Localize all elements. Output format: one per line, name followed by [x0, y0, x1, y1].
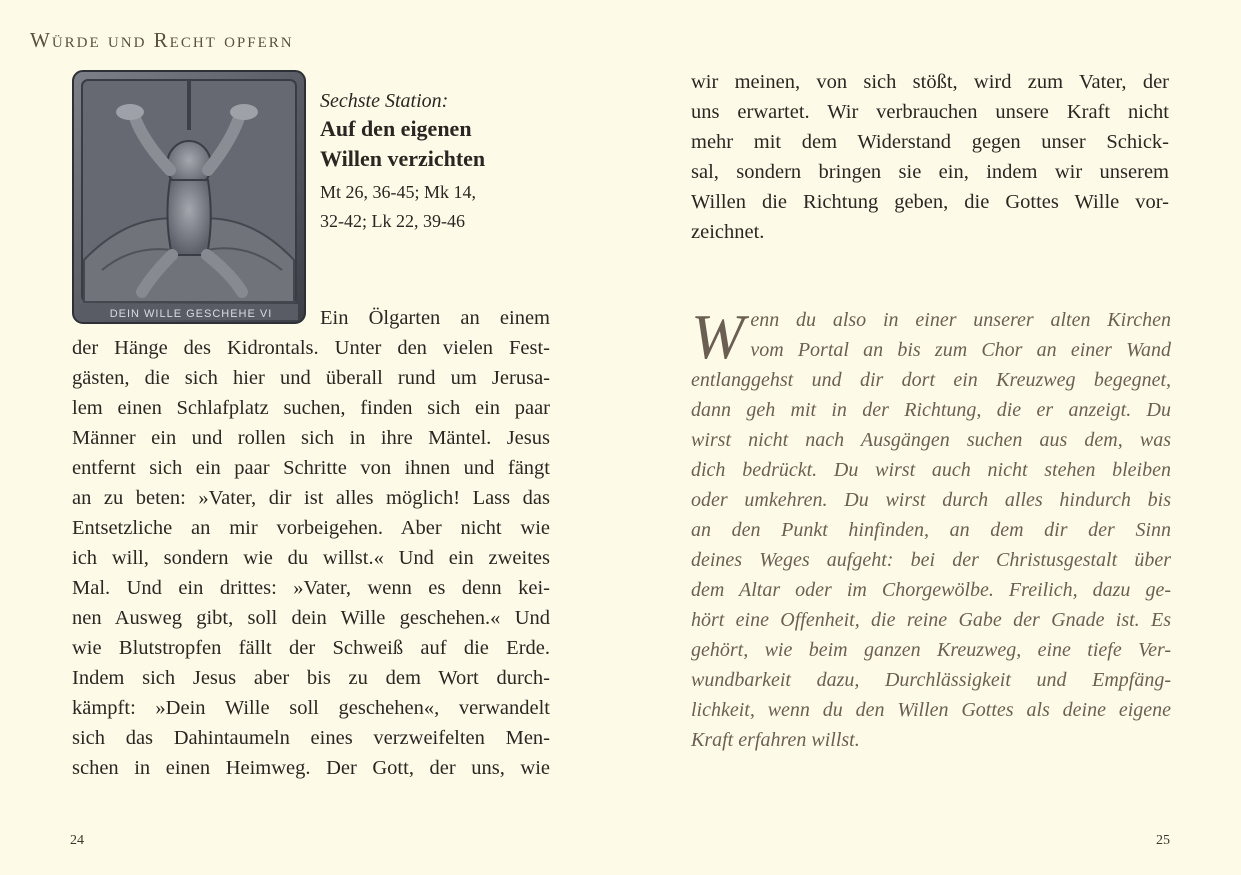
text-line: sich das Dahintaumeln eines verzweifelten Men- [72, 727, 550, 749]
relief-inscription: DEIN WILLE GESCHEHE VI [109, 308, 273, 320]
text-line: der Hänge des Kidrontals. Unter den vielen Fest- [72, 337, 550, 359]
meditation-line: entlanggehst und dir dort ein Kreuzweg begegnet, [691, 369, 1171, 391]
station-title-line2: Willen verzichten [320, 146, 486, 171]
page-number-right: 25 [1156, 833, 1170, 848]
meditation-line: deines Weges aufgeht: bei der Christusgestalt über [691, 549, 1171, 571]
text-line: zeichnet. [691, 221, 765, 243]
meditation-line: lichkeit, wenn du den Willen Gottes als deine eigene [691, 699, 1171, 721]
meditation-line: dann geh mit in der Richtung, die er anzeigt. Du [691, 399, 1171, 421]
text-line: wie Blutstropfen fällt der Schweiß auf die Erde. [72, 637, 550, 659]
bronze-relief-image [72, 70, 306, 324]
text-line: uns erwartet. Wir verbrauchen unsere Kraft nicht [691, 101, 1169, 123]
station-heading [320, 88, 560, 236]
meditation-line: Kraft erfahren willst. [691, 729, 860, 751]
meditation-line: an den Punkt hinfinden, an dem dir der Sinn [691, 519, 1171, 541]
body-text-left [72, 303, 550, 783]
text-line: an zu beten: »Vater, dir ist alles möglich! Lass das [72, 487, 550, 509]
text-line: Entsetzliche an mir vorbeigehen. Aber nicht wie [72, 517, 550, 539]
meditation-text [691, 301, 1171, 755]
scripture-refs-line2: 32-42; Lk 22, 39-46 [320, 211, 465, 231]
text-line: Männer ein und rollen sich in ihre Mäntel. Jesus [72, 427, 550, 449]
station-title-line1: Auf den eigenen [320, 116, 472, 141]
text-line: Willen die Richtung geben, die Gottes Wille vor- [691, 191, 1169, 213]
text-line: sal, sondern bringen sie ein, indem wir unserem [691, 161, 1169, 183]
meditation-line: wundbarkeit dazu, Durchlässigkeit und Empfäng- [691, 669, 1171, 691]
meditation-line: vom Portal an bis zum Chor an einer Wand [750, 339, 1171, 361]
text-line: Mal. Und ein drittes: »Vater, wenn es denn kei- [72, 577, 550, 599]
meditation-line: hört eine Offenheit, die reine Gabe der Gnade ist. Es [691, 609, 1171, 631]
text-line: Ein Ölgarten an einem [320, 307, 550, 329]
running-head: Würde und Recht opfern [30, 28, 294, 52]
scripture-refs-line1: Mt 26, 36-45; Mk 14, [320, 182, 477, 202]
text-line: kämpft: »Dein Wille soll geschehen«, verwandelt [72, 697, 550, 719]
meditation-line: oder umkehren. Du wirst durch alles hindurch bis [691, 489, 1171, 511]
text-line: schen in einen Heimweg. Der Gott, der uns, wie [72, 757, 550, 779]
page-number-left: 24 [70, 833, 84, 848]
text-line: Indem sich Jesus aber bis zu dem Wort durch- [72, 667, 550, 689]
meditation-line: enn du also in einer unserer alten Kirchen [750, 309, 1171, 331]
text-line: mehr mit dem Widerstand gegen unser Schick- [691, 131, 1169, 153]
meditation-line: gehört, wie beim ganzen Kreuzweg, eine tiefe Ver- [691, 639, 1171, 661]
text-line: ich will, sondern wie du willst.« Und ein zweites [72, 547, 550, 569]
text-line: entfernt sich ein paar Schritte von ihnen und fängt [72, 457, 550, 479]
meditation-line: wirst nicht nach Ausgängen suchen aus dem, was [691, 429, 1171, 451]
meditation-line: dich bedrückt. Du wirst auch nicht stehen bleiben [691, 459, 1171, 481]
drop-cap: W [691, 301, 745, 372]
left-page [0, 0, 620, 875]
meditation-line: dem Altar oder im Chorgewölbe. Freilich, dazu ge- [691, 579, 1171, 601]
right-page [620, 0, 1241, 875]
text-line: gästen, die sich hier und überall rund um Jerusa- [72, 367, 550, 389]
station-label: Sechste Station: [320, 90, 449, 112]
body-text-right [691, 67, 1169, 247]
text-line: wir meinen, von sich stößt, wird zum Vater, der [691, 71, 1169, 93]
text-line: nen Ausweg gibt, soll dein Wille geschehen.« Und [72, 607, 550, 629]
text-line: lem einen Schlafplatz suchen, finden sich ein paar [72, 397, 550, 419]
